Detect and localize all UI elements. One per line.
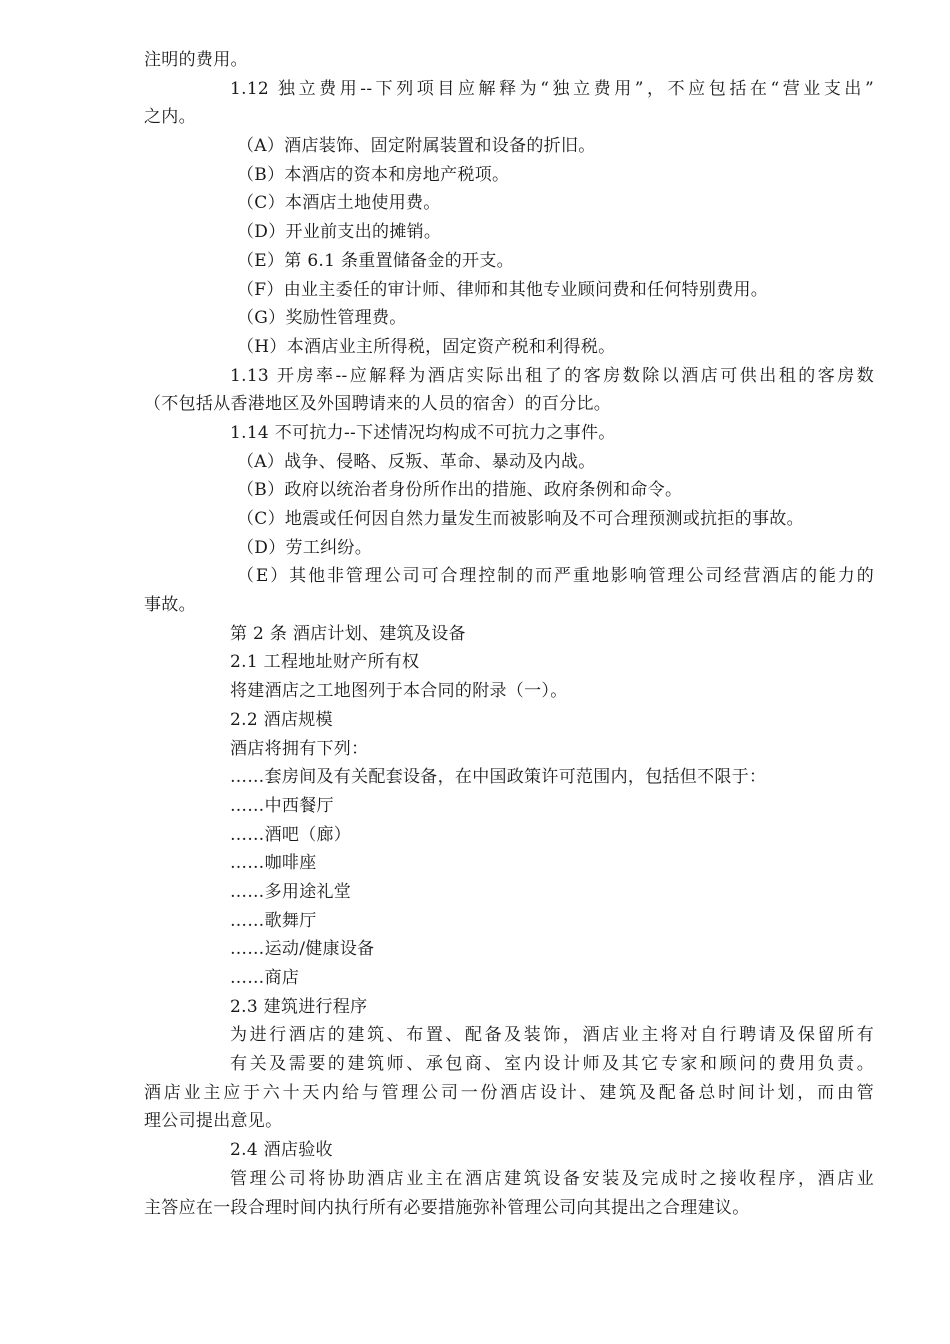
list-item: ……运动/健康设备: [230, 939, 375, 960]
section-heading: 第 2 条 酒店计划、建筑及设备: [230, 623, 466, 644]
text-line: 有关及需要的建筑师、承包商、室内设计师及其它专家和顾问的费用负责。: [230, 1054, 874, 1075]
text-line: 酒店业主应于六十天内给与管理公司一份酒店设计、建筑及配备总时间计划，而由管: [144, 1082, 874, 1103]
text-line: 注明的费用。: [144, 50, 248, 70]
text-line: 酒店将拥有下列：: [230, 738, 369, 759]
list-item: （H）本酒店业主所得税，固定资产税和利得税。: [237, 336, 616, 357]
text-line: 事故。: [144, 595, 196, 616]
list-item: （E）第 6.1 条重置储备金的开支。: [237, 250, 514, 271]
list-item: （E）其他非管理公司可合理控制的而严重地影响管理公司经营酒店的能力的: [237, 566, 874, 587]
list-item: ……咖啡座: [230, 853, 317, 874]
list-item: ……歌舞厅: [230, 910, 317, 931]
text-line: （不包括从香港地区及外国聘请来的人员的宿舍）的百分比。: [144, 394, 612, 415]
text-line: 将建酒店之工地图列于本合同的附录（一）。: [230, 681, 568, 702]
list-item: （G）奖励性管理费。: [237, 308, 407, 329]
text-line: 管理公司将协助酒店业主在酒店建筑设备安装及完成时之接收程序，酒店业: [230, 1168, 874, 1189]
list-item: ……套房间及有关配套设备，在中国政策许可范围内，包括但不限于：: [230, 767, 767, 788]
subsection-heading: 2.3 建筑进行程序: [230, 996, 368, 1017]
subsection-heading: 2.2 酒店规模: [230, 709, 333, 730]
list-item: （F）由业主委任的审计师、律师和其他专业顾问费和任何特别费用。: [237, 279, 769, 300]
list-item: ……商店: [230, 968, 300, 988]
list-item: （D）开业前支出的摊销。: [237, 222, 442, 243]
list-item: （D）劳工纠纷。: [237, 537, 373, 558]
list-item: （B）政府以统治者身份所作出的措施、政府条例和命令。: [237, 480, 683, 501]
text-line: 1.13 开房率--应解释为酒店实际出租了的客房数除以酒店可供出租的客房数: [230, 365, 874, 386]
list-item: ……多用途礼堂: [230, 881, 352, 902]
text-line: 为进行酒店的建筑、布置、配备及装饰，酒店业主将对自行聘请及保留所有: [230, 1025, 874, 1046]
body-text: [144, 46, 874, 1222]
text-line: 主答应在一段合理时间内执行所有必要措施弥补管理公司向其提出之合理建议。: [144, 1197, 750, 1218]
list-item: （A）战争、侵略、反叛、革命、暴动及内战。: [237, 451, 596, 472]
text-line: 1.14 不可抗力--下述情况均构成不可抗力之事件。: [230, 422, 616, 443]
text-line: 1.12 独立费用--下列项目应解释为“独立费用”，不应包括在“营业支出”: [230, 78, 874, 99]
list-item: （C）本酒店土地使用费。: [237, 193, 441, 214]
text-line: 理公司提出意见。: [144, 1111, 283, 1132]
list-item: （B）本酒店的资本和房地产税项。: [237, 164, 510, 185]
subsection-heading: 2.1 工程地址财产所有权: [230, 652, 420, 673]
list-item: ……酒吧（廊）: [230, 824, 352, 845]
text-line: 之内。: [144, 107, 196, 128]
subsection-heading: 2.4 酒店验收: [230, 1140, 333, 1161]
list-item: ……中西餐厅: [230, 795, 334, 816]
list-item: （C）地震或任何因自然力量发生而被影响及不可合理预测或抗拒的事故。: [237, 509, 804, 529]
list-item: （A）酒店装饰、固定附属装置和设备的折旧。: [237, 136, 596, 157]
